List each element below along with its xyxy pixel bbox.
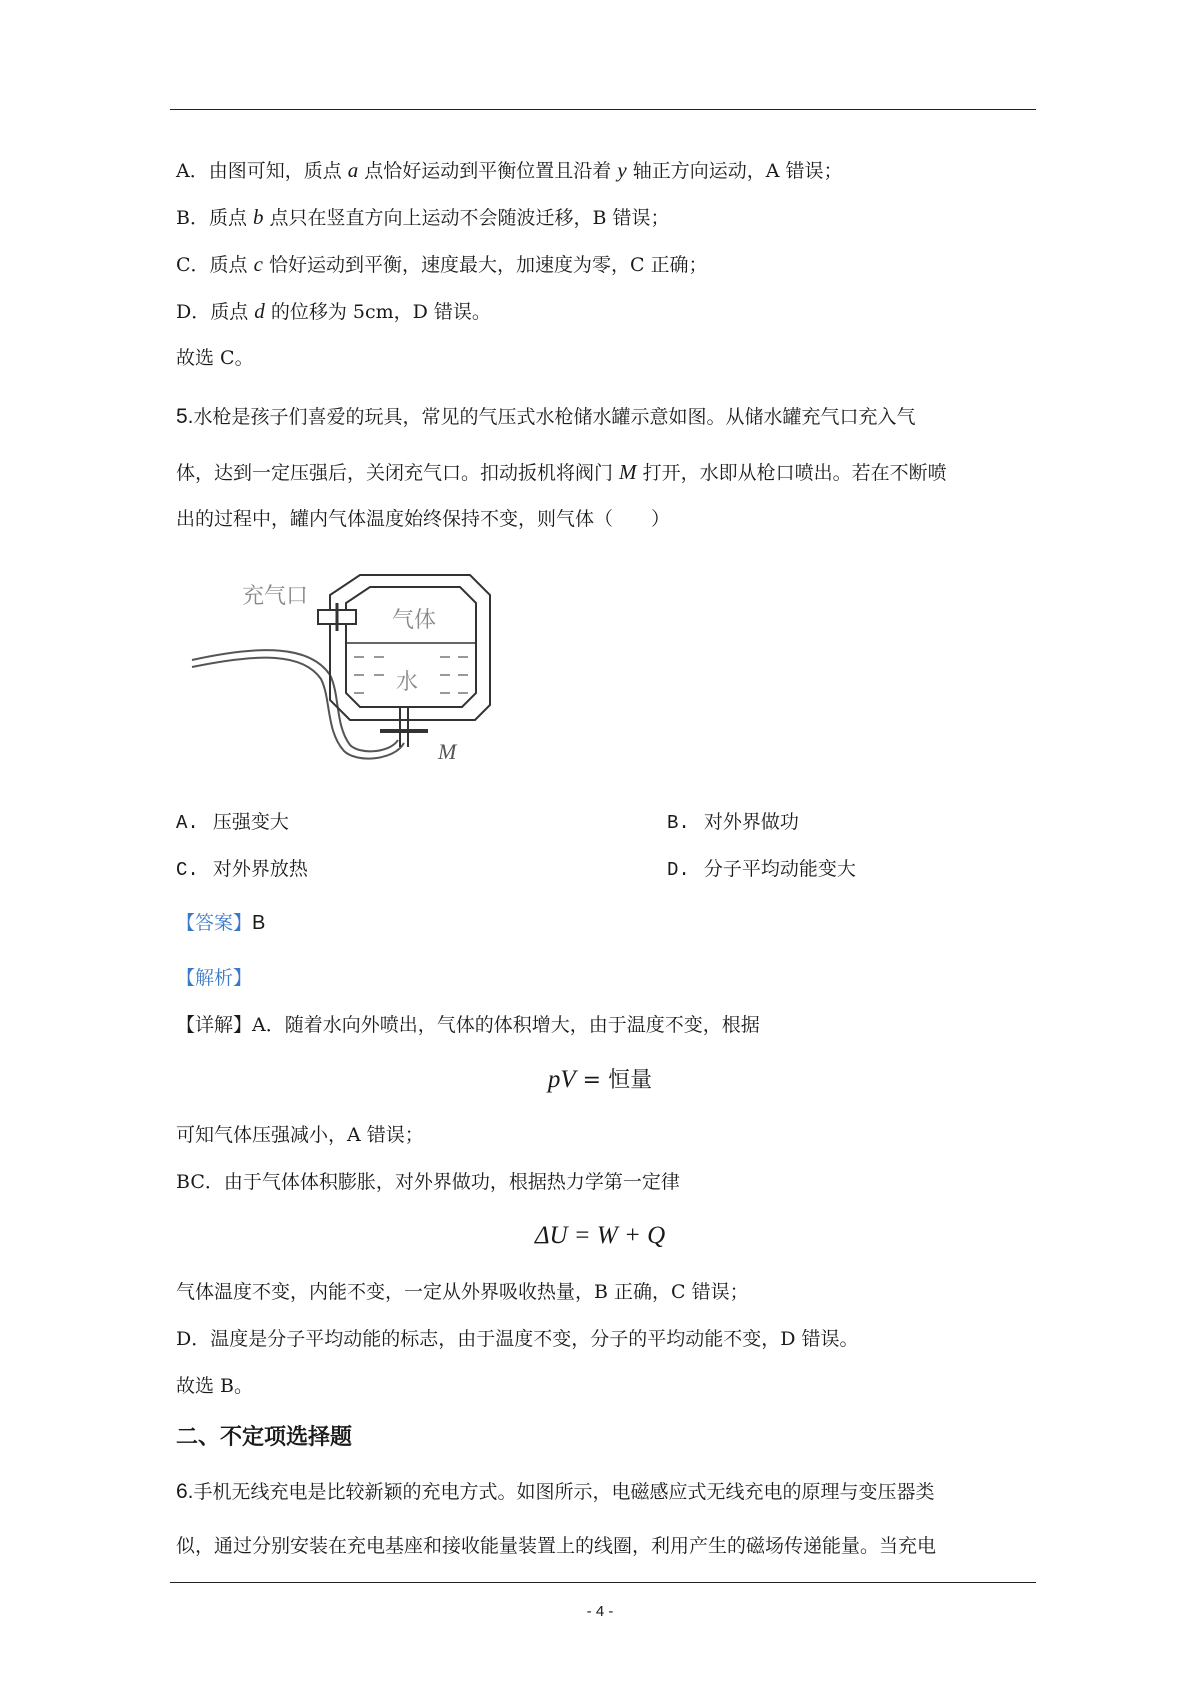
detail-line-a: 【详解】A．随着水向外喷出，气体的体积增大，由于温度不变，根据 <box>176 1014 760 1036</box>
footer-rule <box>170 1582 1036 1583</box>
prev-line-b: B．质点 b 点只在竖直方向上运动不会随波迁移，B 错误； <box>176 205 670 229</box>
water-label: 水 <box>396 670 419 695</box>
inlet-label: 充气口 <box>242 584 309 609</box>
q5-conclusion: 故选 B。 <box>176 1375 254 1397</box>
q5-stem-line3: 出的过程中，罐内气体温度始终保持不变，则气体（ ） <box>176 508 671 530</box>
answer-value: B <box>252 912 266 934</box>
option-c[interactable]: C. 对外界放热 <box>176 858 308 881</box>
detail-line-d: D．温度是分子平均动能的标志，由于温度不变，分子的平均动能不变，D 错误。 <box>176 1328 859 1350</box>
option-d[interactable]: D. 分子平均动能变大 <box>667 858 856 881</box>
detail-line-bc2: 气体温度不变，内能不变，一定从外界吸收热量，B 正确，C 错误； <box>176 1281 749 1303</box>
hose-inner <box>192 658 404 759</box>
option-a[interactable]: A. 压强变大 <box>176 811 289 834</box>
q6-stem-line1: 6.手机无线充电是比较新颖的充电方式。如图所示，电磁感应式无线充电的原理与变压器类 <box>176 1480 935 1503</box>
header-rule <box>170 109 1036 110</box>
option-b[interactable]: B. 对外界做功 <box>667 811 799 834</box>
valve-label: M <box>438 739 457 764</box>
detail-line-bc: BC．由于气体体积膨胀，对外界做功，根据热力学第一定律 <box>176 1171 680 1193</box>
q6-stem-line2: 似，通过分别安装在充电基座和接收能量装置上的线圈，利用产生的磁场传递能量。当充电 <box>176 1535 937 1557</box>
hose <box>192 650 398 751</box>
formula-first-law: ΔU = W + Q <box>534 1222 666 1249</box>
gas-label: 气体 <box>392 608 437 633</box>
section-title: 二、不定项选择题 <box>176 1425 353 1450</box>
q5-stem-line1: 5.水枪是孩子们喜爱的玩具，常见的气压式水枪储水罐示意如图。从储水罐充气口充入气 <box>176 405 916 428</box>
prev-line-d: D．质点 d 的位移为 5cm，D 错误。 <box>176 299 491 323</box>
q5-stem-line2: 体，达到一定压强后，关闭充气口。扣动扳机将阀门 M 打开，水即从枪口喷出。若在不断喷 <box>176 460 947 484</box>
page-number: - 4 - <box>586 1603 614 1620</box>
analysis-tag: 【解析】 <box>176 967 253 989</box>
answer-tag: 【答案】 <box>176 912 253 934</box>
prev-line-a: A．由图可知，质点 a 点恰好运动到平衡位置且沿着 y 轴正方向运动，A 错误； <box>176 158 843 182</box>
prev-conclusion: 故选 C。 <box>176 347 254 369</box>
q6-number: 6. <box>176 1480 194 1503</box>
q5-number: 5. <box>176 405 194 428</box>
answer-line <box>176 911 265 935</box>
formula-pv: pV = 恒量 <box>547 1066 653 1093</box>
prev-line-c: C．质点 c 恰好运动到平衡，速度最大，加速度为零，C 正确； <box>176 252 708 276</box>
detail-line-a2: 可知气体压强减小，A 错误； <box>176 1124 424 1146</box>
water-tank-figure <box>190 565 500 790</box>
